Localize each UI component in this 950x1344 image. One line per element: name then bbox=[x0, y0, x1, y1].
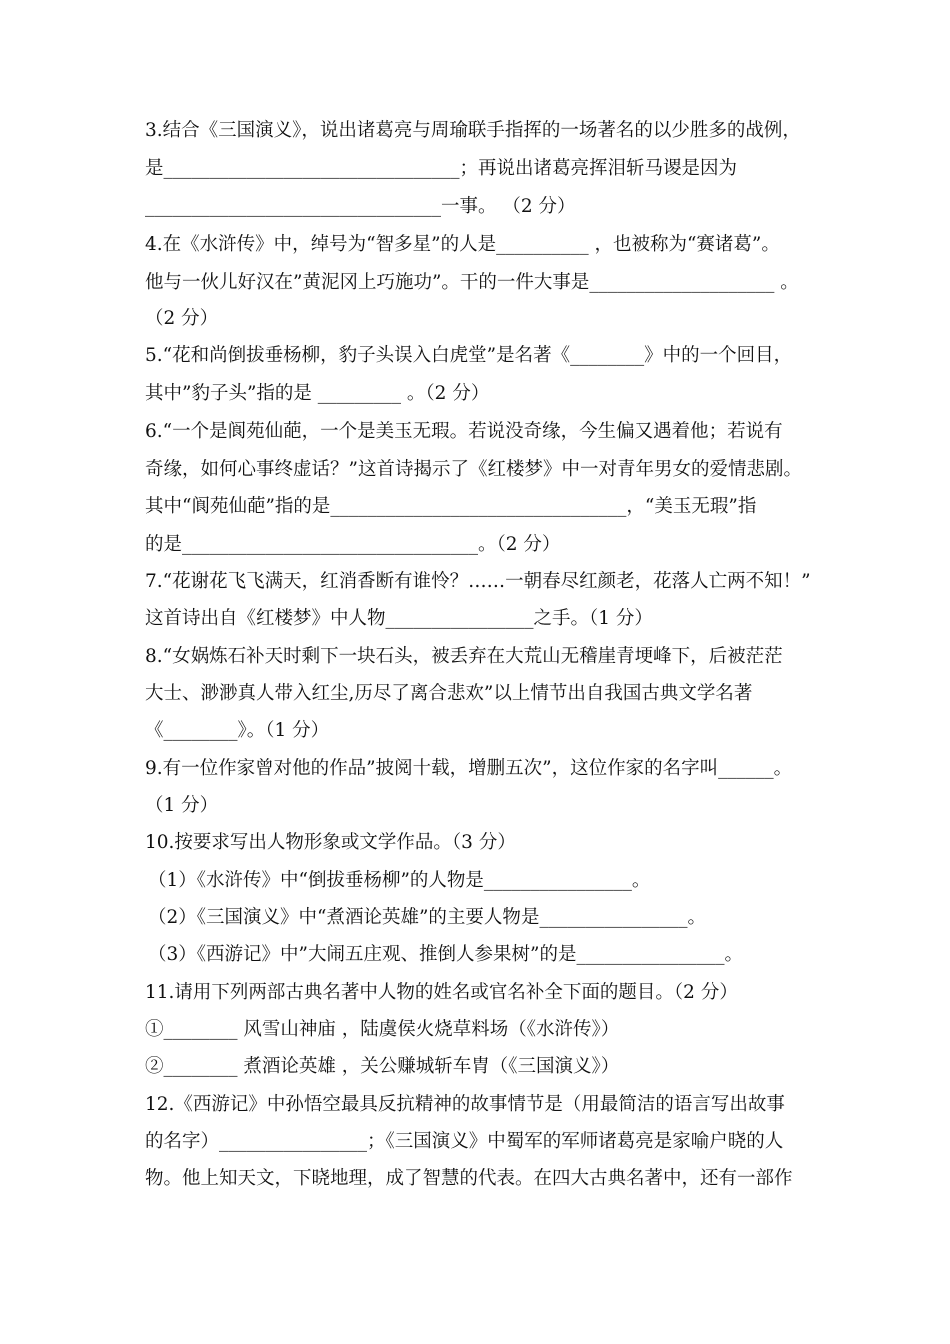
text-line: 9.有一位作家曾对他的作品”披阅十载，增删五次”，这位作家的名字叫______。 bbox=[145, 758, 793, 779]
text-line: 的是________________________________。（2 分） bbox=[145, 534, 561, 555]
text-line: 4.在《水浒传》中，绰号为“智多星”的人是__________ ，也被称为“赛诸葛”。 bbox=[145, 234, 780, 255]
text-line: 大士、渺渺真人带入红尘,历尽了离合悲欢”以上情节出自我国古典文学名著 bbox=[145, 683, 753, 704]
text-line: 其中”豹子头”指的是 _________ 。（2 分） bbox=[145, 383, 490, 404]
text-line: （1 分） bbox=[145, 795, 219, 816]
text-line: 这首诗出自《红楼梦》中人物________________之手。（1 分） bbox=[145, 608, 653, 629]
text-line: 物。他上知天文，下晓地理，成了智慧的代表。在四大古典名著中，还有一部作 bbox=[145, 1168, 793, 1189]
text-line: 6.“一个是阆苑仙葩，一个是美玉无瑕。若说没奇缘，今生偏又遇着他；若说有 bbox=[145, 421, 783, 442]
text-line: 奇缘，如何心事终虚话？”这首诗揭示了《红楼梦》中一对青年男女的爱情悲剧。 bbox=[145, 459, 802, 480]
text-line: （1）《水浒传》中“倒拔垂杨柳”的人物是________________。 bbox=[148, 870, 651, 891]
text-line: （2 分） bbox=[145, 308, 219, 329]
text-line: 12.《西游记》中孙悟空最具反抗精神的故事情节是（用最简洁的语言写出故事 bbox=[145, 1094, 785, 1115]
text-line: （2）《三国演义》中“煮酒论英雄”的主要人物是________________。 bbox=[148, 907, 706, 928]
text-line: （3）《西游记》中”大闹五庄观、推倒人参果树”的是________________。 bbox=[148, 944, 743, 965]
text-line: 3.结合《三国演义》，说出诸葛亮与周瑜联手指挥的一场著名的以少胜多的战例， bbox=[145, 120, 801, 141]
text-line: 10.按要求写出人物形象或文学作品。（3 分） bbox=[145, 832, 516, 853]
text-line: 是________________________________；再说出诸葛亮挥泪斩马谡是因为 bbox=[145, 158, 738, 179]
text-line: 7.“花谢花飞飞满天，红消香断有谁怜？……一朝春尽红颜老，花落人亡两不知！” bbox=[145, 571, 811, 592]
text-line: 《________》。（1 分） bbox=[145, 720, 330, 741]
text-line: 11.请用下列两部古典名著中人物的姓名或官名补全下面的题目。（2 分） bbox=[145, 982, 738, 1003]
text-line: 5.“花和尚倒拔垂杨柳，豹子头误入白虎堂”是名著《________》中的一个回目， bbox=[145, 345, 793, 366]
text-line: ________________________________一事。 （2 分） bbox=[145, 196, 576, 217]
text-line: 其中“阆苑仙葩”指的是________________________________，“美玉无瑕”指 bbox=[145, 496, 757, 517]
text-line: 的名字）________________；《三国演义》中蜀军的军师诸葛亮是家喻户晓的人 bbox=[145, 1131, 784, 1152]
text-line: ①________ 风雪山神庙 ，陆虞侯火烧草料场（《水浒传》） bbox=[145, 1019, 620, 1040]
text-line: 他与一伙儿好汉在”黄泥冈上巧施功”。干的一件大事是____________________ 。 bbox=[145, 272, 799, 293]
text-line: ②________ 煮酒论英雄 ，关公赚城斩车胄（《三国演义》） bbox=[145, 1056, 620, 1077]
text-line: 8.“女娲炼石补天时剩下一块石头，被丢弃在大荒山无稽崖青埂峰下，后被茫茫 bbox=[145, 646, 783, 667]
